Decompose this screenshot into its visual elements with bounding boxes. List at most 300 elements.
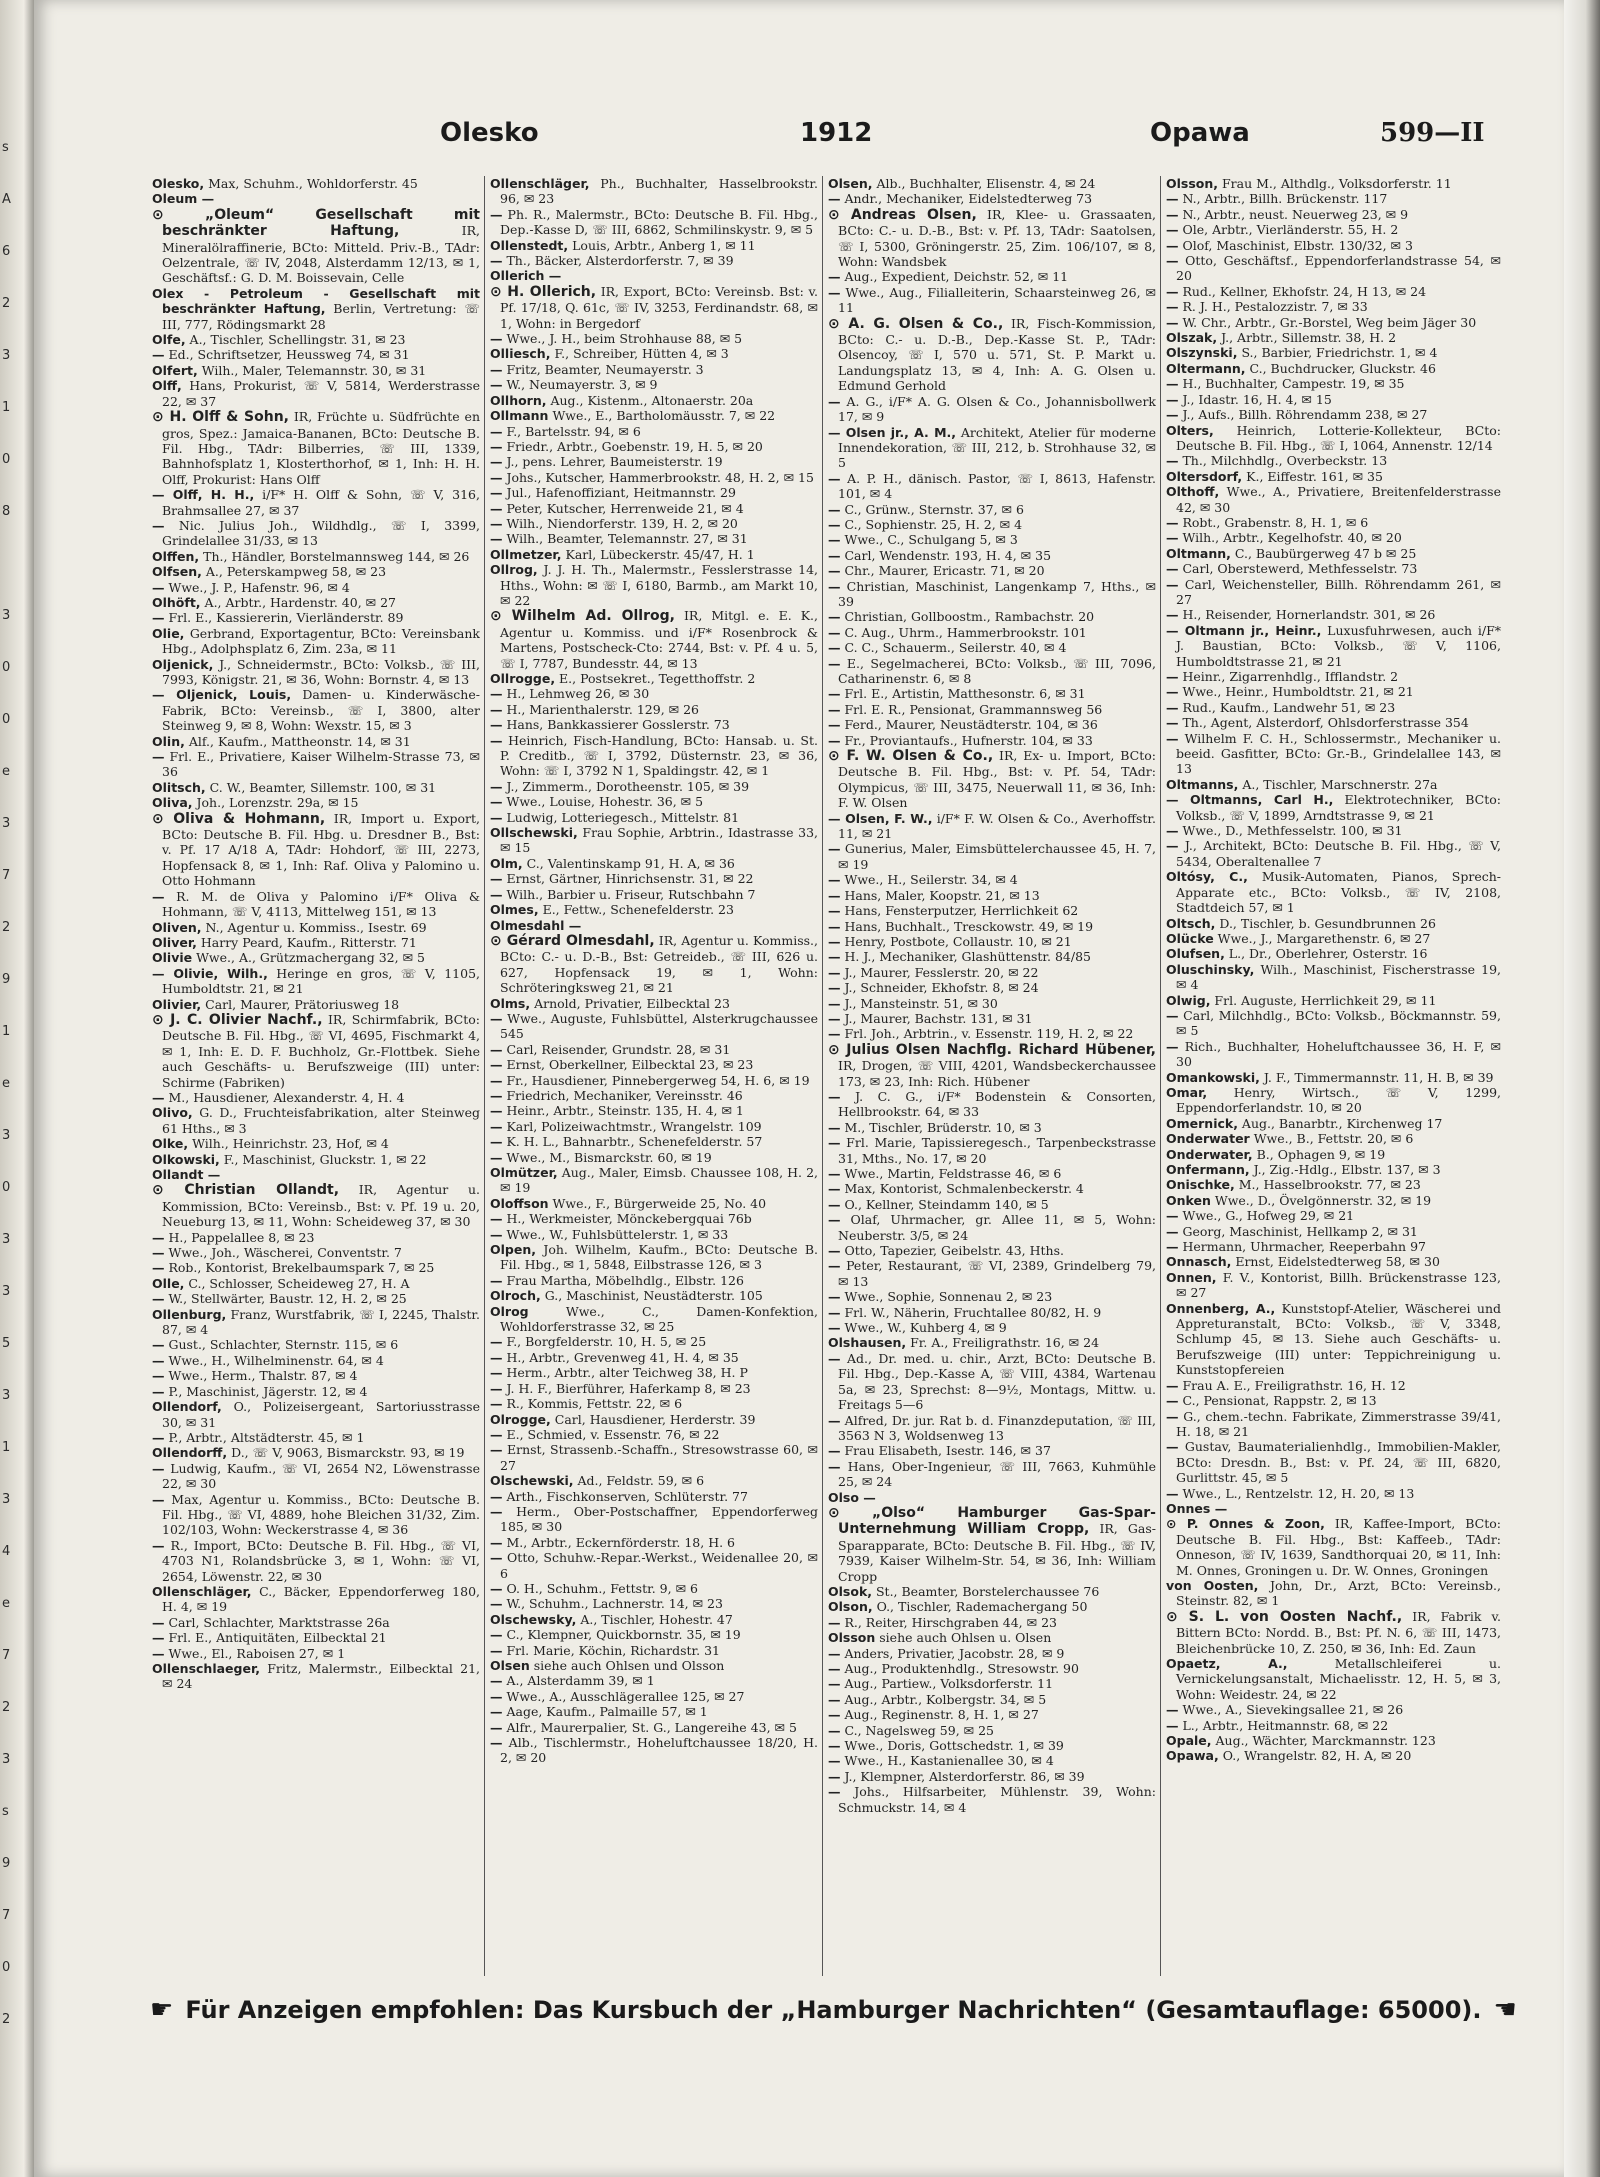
directory-entry: [828, 1584, 1156, 1599]
entry-name: —: [490, 1365, 503, 1381]
entry-details: Wwe., F., Bürgerweide 25, No. 40: [548, 1195, 767, 1211]
entry-details: IR, Früchte u. Südfrüchte en gros, Spez.: Jamaica-Bananen, BCto: Deutsche B. Fil. Hbg., TAdr: Bilberries, ☏ III, 1339, Bahnhofsplatz 1, Klosterthorhof, ✉ 1, Inh: H. H. Olff, Prokurist: Hans Olff: [162, 409, 480, 487]
entry-name: —: [490, 1134, 503, 1150]
directory-entry: [490, 1596, 818, 1611]
directory-entry: [1166, 684, 1501, 699]
directory-entry: [152, 1492, 480, 1538]
entry-name: —: [828, 1304, 841, 1320]
entry-name: —: [490, 1380, 503, 1396]
directory-entry: [828, 394, 1156, 425]
entry-name: —: [828, 841, 841, 857]
entry-name: —: [828, 933, 841, 949]
entry-name: Ollenstedt,: [490, 237, 569, 253]
entry-details: A. P. H., dänisch. Pastor, ☏ I, 8613, Hafenstr. 101, ✉ 4: [838, 470, 1156, 502]
entry-name: —: [828, 191, 841, 207]
entry-details: F., Borgfelderstr. 10, H. 5, ✉ 25: [502, 1334, 707, 1350]
entry-details: Wwe., Aug., Filialleiterin, Schaarsteinweg 26, ✉ 11: [838, 284, 1156, 316]
directory-entry: [1166, 1008, 1501, 1039]
entry-name: ⊙ P. Onnes & Zoon,: [1166, 1516, 1325, 1532]
directory-entry: [828, 1490, 1156, 1505]
entry-name: —: [490, 423, 503, 439]
directory-entry: [490, 531, 818, 546]
entry-name: Olthoff,: [1166, 484, 1220, 500]
entry-name: —: [828, 1784, 841, 1800]
directory-entry: [1166, 1409, 1501, 1440]
entry-name: —: [1166, 576, 1179, 592]
entry-details: Wwe., D., Övelgönnerstr. 32, ✉ 19: [1210, 1192, 1432, 1208]
entry-details: Peter, Kutscher, Herrenweide 21, ✉ 4: [502, 500, 744, 516]
entry-details: J., Mansteinstr. 51, ✉ 30: [840, 995, 998, 1011]
directory-entry: [152, 920, 480, 935]
directory-entry: [828, 1769, 1156, 1784]
entry-name: Olpen,: [490, 1242, 536, 1258]
entry-name: Onken: [1166, 1192, 1211, 1208]
directory-entry: [1166, 561, 1501, 576]
entry-details: R., Reiter, Hirschgraben 44, ✉ 23: [840, 1614, 1057, 1630]
directory-entry: [1166, 669, 1501, 684]
entry-details: Aug., Wächter, Marckmannstr. 123: [1211, 1733, 1436, 1749]
entry-details: Max, Kontorist, Schmalenbeckerstr. 4: [840, 1181, 1084, 1197]
advertisement-footer: [150, 1992, 1530, 2028]
entry-details: Wwe., D., Methfesselstr. 100, ✉ 31: [1178, 823, 1403, 839]
entry-name: —: [828, 532, 841, 548]
entry-details: C., Klempner, Quickbornstr. 35, ✉ 19: [502, 1627, 741, 1643]
directory-entry: [828, 996, 1156, 1011]
directory-entry: [828, 1784, 1156, 1815]
directory-entry: [152, 347, 480, 362]
entry-name: —: [828, 578, 841, 594]
directory-entry: [828, 1630, 1156, 1645]
entry-details: J., Klempner, Alsterdorferstr. 86, ✉ 39: [840, 1768, 1085, 1784]
gutter-fragment: 3: [2, 1284, 11, 1299]
entry-details: IR, Agentur u. Kommiss., BCto: C.- u. D.-B., Bst: Getreideb., ☏ III, 626 u. 627, Hopfensack 19, ✉ 1, Wohn: Schröteringksweg 21, ✉ 21: [500, 932, 818, 996]
directory-entry: [490, 1627, 818, 1642]
entry-name: — Olsen jr., A. M.,: [828, 424, 956, 440]
directory-entry: [828, 1692, 1156, 1707]
directory-entry: [490, 1103, 818, 1118]
directory-entry: [828, 191, 1156, 206]
entry-name: —: [1166, 283, 1179, 299]
directory-entry: [828, 1335, 1156, 1350]
directory-entry: [828, 656, 1156, 687]
entry-name: —: [152, 1089, 165, 1105]
directory-entry: [490, 1211, 818, 1226]
directory-entry: [490, 1535, 818, 1550]
entry-details: Wwe., J., Margarethenstr. 6, ✉ 27: [1213, 930, 1431, 946]
entry-details: Wwe., E., Bartholomäusstr. 7, ✉ 22: [548, 408, 776, 424]
directory-entry: [490, 238, 818, 253]
directory-entry: [490, 1134, 818, 1149]
gutter-fragment: s: [2, 1804, 9, 1819]
directory-entry: [828, 1258, 1156, 1289]
entry-name: Olroch,: [490, 1288, 541, 1304]
entry-name: —: [152, 1491, 165, 1507]
header-year: 1912: [800, 118, 873, 148]
entry-details: Wwe., C., Schulgang 5, ✉ 3: [840, 532, 1018, 548]
entry-details: i/F* F. W. Olsen & Co., Averhoffstr. 11, ✉ 21: [838, 810, 1156, 842]
entry-details: Musik-Automaten, Pianos, Sprech-Apparate etc., BCto: Volksb., ☏ IV, 2108, Stadtdeich 57, ✉ 1: [1176, 869, 1501, 916]
entry-details: Karl, Polizeiwachtmstr., Wrangelstr. 109: [502, 1118, 762, 1134]
directory-entry: [828, 502, 1156, 517]
directory-entry: [1166, 207, 1501, 222]
page-edge: [1564, 0, 1600, 2177]
entry-name: Olmes,: [490, 902, 539, 918]
entry-details: A., Tischler, Marschnerstr. 27a: [1238, 776, 1438, 792]
gutter-fragment: 0: [2, 1960, 11, 1975]
entry-details: D., ☏ V, 9063, Bismarckstr. 93, ✉ 19: [227, 1445, 465, 1461]
gutter-fragment: 3: [2, 1388, 11, 1403]
entry-name: —: [828, 1135, 841, 1151]
directory-entry: [152, 734, 480, 749]
directory-entry: [152, 363, 480, 378]
directory-entry: [1166, 361, 1501, 376]
directory-entry: [152, 966, 480, 997]
entry-name: —: [828, 1181, 841, 1197]
directory-entry: [828, 1011, 1156, 1026]
entry-name: Olffen,: [152, 548, 200, 564]
entry-details: S., Barbier, Friedrichstr. 1, ✉ 4: [1237, 345, 1438, 361]
directory-entry: [490, 733, 818, 779]
entry-details: W., Neumayerstr. 3, ✉ 9: [502, 377, 658, 393]
entry-details: Gustav, Baumaterialienhdlg., Immobilien-Makler, BCto: Dresdn. B., Bst: v. Pf. 24, ☏ III, 6820, Gurlittstr. 45, ✉ 5: [1176, 1439, 1501, 1486]
entry-details: H., Werkmeister, Mönckebergquai 76b: [502, 1211, 752, 1227]
entry-name: —: [490, 1211, 503, 1227]
directory-entry: [490, 377, 818, 392]
directory-entry: [490, 717, 818, 732]
entry-name: ⊙ H. Ollerich,: [490, 283, 597, 300]
directory-entry: [1166, 1193, 1501, 1208]
directory-entry: [490, 331, 818, 346]
entry-details: Frl. Marie, Tapissieregesch., Tarpenbeckstrasse 31, Mths., No. 17, ✉ 20: [838, 1135, 1156, 1166]
entry-details: Wwe., W., Kuhberg 4, ✉ 9: [840, 1320, 1007, 1336]
directory-entry: [828, 1599, 1156, 1614]
gutter-fragment: A: [2, 192, 11, 207]
gutter-fragment: 5: [2, 1336, 11, 1351]
entry-details: IR, Fisch-Kommission, BCto: C.- u. D.-B., Dep.-Kasse St. P., TAdr: Olsencoy, ☏ I, 570 u. 571, St. P. Markt u. Landungsplatz 13, ✉ 4, Inh: A. G. Olsen u. Edmund Gerhold: [838, 315, 1156, 394]
entry-details: H., Pappelallee 8, ✉ 23: [164, 1229, 315, 1245]
entry-details: Ernst, Oberkellner, Eilbecktal 23, ✉ 23: [502, 1057, 754, 1073]
entry-details: Berlin, Vertretung: ☏ III, 777, Rödingsmarkt 28: [162, 301, 480, 332]
entry-details: O. H., Schuhm., Fettstr. 9, ✉ 6: [502, 1580, 698, 1596]
entry-name: —: [152, 1368, 165, 1384]
entry-details: Rud., Kaufm., Landwehr 51, ✉ 23: [1178, 699, 1396, 715]
entry-name: —: [490, 377, 503, 393]
entry-details: Carl, Wendenstr. 193, H. 4, ✉ 35: [840, 547, 1052, 563]
entry-details: Gunerius, Maler, Eimsbüttelerchaussee 45, H. 7, ✉ 19: [838, 841, 1156, 872]
entry-details: Carl, Weichensteller, Billh. Röhrendamm 261, ✉ 27: [1176, 576, 1501, 607]
entry-details: Wilh., Barbier u. Friseur, Rutschbahn 7: [502, 886, 756, 902]
entry-details: Frl. E., Kassiererin, Vierländerstr. 89: [164, 610, 404, 626]
entry-name: Onderwater,: [1166, 1146, 1253, 1162]
entry-details: Heinrich, Lotterie-Kollekteur, BCto: Deutsche B. Fil. Hbg., ☏ I, 1064, Annenstr. 12/14: [1176, 422, 1501, 453]
entry-name: —: [828, 1645, 841, 1661]
entry-name: Olm,: [490, 855, 523, 871]
entry-name: —: [490, 1103, 503, 1119]
entry-details: C. C., Schauerm., Seilerstr. 40, ✉ 4: [840, 640, 1067, 656]
directory-entry: [1166, 1656, 1501, 1702]
entry-name: —: [490, 886, 503, 902]
entry-details: Architekt, Atelier für moderne Innendekoration, ☏ III, 212, b. Strohhause 32, ✉ 5: [838, 424, 1156, 471]
entry-name: —: [1166, 191, 1179, 207]
directory-entry: [828, 625, 1156, 640]
entry-name: —: [1166, 1702, 1179, 1718]
entry-details: Hans, Maler, Koopstr. 21, ✉ 13: [840, 887, 1040, 903]
entry-details: Fr. A., Freiligrathstr. 16, ✉ 24: [906, 1335, 1100, 1351]
footer-text: Für Anzeigen empfohlen: Das Kursbuch der „Hamburger Nachrichten“ (Gesamtauflage: 65000).: [185, 1996, 1482, 2024]
entry-name: —: [828, 995, 841, 1011]
directory-entry: [490, 1550, 818, 1581]
gutter-fragment: 8: [2, 504, 11, 519]
directory-entry: [1166, 1147, 1501, 1162]
entry-details: M., Hasselbrookstr. 77, ✉ 23: [1234, 1177, 1421, 1193]
directory-entry: [152, 1090, 480, 1105]
entry-name: Olmützer,: [490, 1165, 558, 1180]
entry-details: Hans, Buchhalt., Tresckowstr. 49, ✉ 19: [840, 918, 1094, 934]
entry-details: J., Maurer, Bachstr. 131, ✉ 31: [840, 1010, 1033, 1026]
entry-name: —: [1166, 530, 1179, 546]
directory-entry: [1166, 222, 1501, 237]
entry-details: Aug., Produktenhdlg., Stresowstr. 90: [840, 1661, 1079, 1676]
entry-details: J. F., Timmermannstr. 11, H. B, ✉ 39: [1259, 1069, 1494, 1085]
directory-entry: [490, 1042, 818, 1057]
directory-entry: [828, 1197, 1156, 1212]
entry-name: —: [828, 1119, 841, 1135]
directory-entry: [490, 1381, 818, 1396]
directory-entry: [152, 1646, 480, 1661]
entry-name: Olesko,: [152, 176, 205, 191]
directory-entry: [828, 1707, 1156, 1722]
entry-name: —: [490, 732, 503, 748]
directory-entry: [490, 1165, 818, 1196]
entry-details: Joh., Lorenzstr. 29a, ✉ 15: [192, 795, 359, 811]
gutter-fragment: 7: [2, 1648, 11, 1663]
entry-name: —: [1166, 376, 1179, 392]
directory-entry: [152, 1337, 480, 1352]
gutter-fragment: 3: [2, 348, 11, 363]
directory-entry: [828, 609, 1156, 624]
entry-name: —: [490, 1087, 503, 1103]
entry-name: —: [1166, 1377, 1179, 1393]
entry-name: ⊙ S. L. von Oosten Nachf.,: [1166, 1608, 1403, 1625]
entry-name: Oltmanns,: [1166, 776, 1239, 792]
entry-details: Arnold, Privatier, Eilbecktal 23: [530, 995, 730, 1011]
directory-entry: [490, 933, 818, 996]
entry-name: Olsen: [490, 1658, 530, 1673]
entry-details: Frl. Auguste, Herrlichkeit 29, ✉ 11: [1210, 992, 1437, 1008]
entry-name: Omankowski,: [1166, 1069, 1260, 1085]
directory-entry: [828, 841, 1156, 872]
directory-entry: [490, 1073, 818, 1088]
entry-name: —: [1166, 514, 1179, 530]
entry-details: IR, Klee- u. Grassaaten, BCto: C.- u. D.-B., Bst: v. Pf. 13, TAdr: Saatolsen, ☏ I, 5300, Gröningerstr. 25, Zim. 106/107, ✉ 8, Wohn: Wandsbek: [838, 206, 1156, 270]
directory-entry: [490, 1673, 818, 1688]
entry-name: —: [490, 1642, 503, 1658]
directory-entry: [490, 1057, 818, 1072]
entry-details: N., Agentur u. Kommiss., Isestr. 69: [201, 919, 427, 935]
directory-entry: [1166, 1748, 1501, 1763]
entry-name: —: [152, 1537, 165, 1553]
entry-details: siehe auch Ohlsen und Olsson: [529, 1658, 725, 1673]
directory-entry: [1166, 1085, 1501, 1116]
directory-entry: [152, 332, 480, 347]
directory-entry: [828, 1676, 1156, 1691]
entry-name: Olin,: [152, 733, 185, 749]
entry-name: ⊙ „Oleum“ Gesellschaft mit beschränkter Haftung,: [152, 206, 480, 240]
directory-entry: [152, 811, 480, 889]
entry-details: Joh. Wilhelm, Kaufm., BCto: Deutsche B. Fil. Hbg., ✉ 1, 5848, Eilbstrasse 126, ✉ 3: [500, 1242, 818, 1273]
entry-details: H. J., Mechaniker, Glashüttenstr. 84/85: [840, 949, 1092, 965]
directory-entry: [490, 1720, 818, 1735]
entry-details: Frl. Marie, Köchin, Richardstr. 31: [502, 1642, 720, 1658]
entry-name: Olsen,: [828, 176, 873, 191]
entry-name: —: [828, 1243, 841, 1259]
entry-name: ⊙ J. C. Olivier Nachf.,: [152, 1011, 323, 1028]
directory-entry: [828, 207, 1156, 270]
entry-name: —: [828, 393, 841, 409]
entry-name: —: [490, 515, 503, 531]
entry-details: G. D., Fruchteisfabrikation, alter Steinweg 61 Hths., ✉ 3: [162, 1105, 480, 1136]
entry-details: Anders, Privatier, Jacobstr. 28, ✉ 9: [840, 1645, 1065, 1661]
directory-entry: [490, 856, 818, 871]
directory-entry: [152, 518, 480, 549]
directory-entry: [1166, 1718, 1501, 1733]
directory-entry: [828, 316, 1156, 394]
gutter-fragment: 4: [2, 1544, 11, 1559]
entry-name: Olshausen,: [828, 1335, 907, 1351]
entry-details: H., Buchhalter, Campestr. 19, ✉ 35: [1178, 376, 1405, 392]
entry-details: A., Peterskampweg 58, ✉ 23: [201, 564, 387, 580]
gutter-fragment: 3: [2, 1232, 11, 1247]
entry-name: —: [828, 918, 841, 934]
entry-details: Alb., Buchhalter, Elisenstr. 4, ✉ 24: [872, 176, 1096, 191]
directory-entry: [490, 794, 818, 809]
entry-details: Gust., Schlachter, Sternstr. 115, ✉ 6: [164, 1337, 399, 1353]
entry-details: Wwe., Sophie, Sonnenau 2, ✉ 23: [840, 1289, 1053, 1305]
entry-name: — Oltmanns, Carl H.,: [1166, 792, 1334, 808]
directory-entry: [828, 1135, 1156, 1166]
entry-details: Frl. E., Artistin, Matthesonstr. 6, ✉ 31: [840, 686, 1086, 702]
directory-entry: [1166, 284, 1501, 299]
entry-name: —: [490, 1534, 503, 1550]
directory-entry: [1166, 315, 1501, 330]
entry-details: IR, Mineralölraffinerie, BCto: Mitteld. Priv.-B., TAdr: Oelzentrale, ☏ IV, 2048, Alsterdamm 12/13, ✉ 1, Geschäftsf.: G. D. M. Boissevain, Celle: [162, 223, 480, 286]
entry-name: —: [828, 686, 841, 702]
entry-name: —: [490, 500, 503, 516]
entry-details: Olof, Maschinist, Elbstr. 130/32, ✉ 3: [1178, 237, 1413, 253]
entry-name: —: [490, 717, 503, 733]
entry-details: J. J. H. Th., Malermstr., Fesslerstrasse 14, Hths., Wohn: ✉ ☏ I, 6180, Barmb., am Markt 10, ✉ 22: [500, 562, 818, 608]
entry-name: —: [828, 1212, 841, 1228]
entry-name: Oliva,: [152, 795, 193, 811]
entry-details: C. W., Beamter, Sillemstr. 100, ✉ 31: [205, 779, 437, 795]
gutter-fragment: 1: [2, 400, 11, 415]
entry-name: —: [828, 1196, 841, 1212]
gutter-fragment: 3: [2, 1492, 11, 1507]
entry-name: Onischke,: [1166, 1177, 1235, 1193]
entry-name: —: [828, 501, 841, 517]
directory-entry: [152, 1105, 480, 1136]
entry-details: Otto, Tapezier, Geibelstr. 43, Hths.: [840, 1243, 1064, 1259]
entry-details: F., Bartelsstr. 94, ✉ 6: [502, 423, 641, 439]
entry-details: C., Baubürgerweg 47 b ✉ 25: [1230, 545, 1417, 561]
directory-entry: [490, 702, 818, 717]
directory-entry: [490, 1350, 818, 1365]
entry-details: Aug., Maler, Eimsb. Chaussee 108, H. 2, ✉ 19: [500, 1165, 818, 1196]
entry-details: Aug., Banarbtr., Kirchenweg 17: [1237, 1115, 1443, 1131]
directory-entry: [828, 1413, 1156, 1444]
entry-name: —: [152, 1630, 165, 1646]
entry-name: Ollenschläger,: [490, 176, 590, 191]
entry-details: Th., Händler, Borstelmannsweg 144, ✉ 26: [199, 548, 470, 564]
entry-details: A., Tischler, Schellingstr. 31, ✉ 23: [185, 332, 406, 348]
directory-entry: [490, 996, 818, 1011]
entry-name: —: [1166, 823, 1179, 839]
gutter-fragment: 0: [2, 1180, 11, 1195]
directory-entry: [152, 795, 480, 810]
entry-name: —: [1166, 715, 1179, 731]
entry-name: —: [1166, 222, 1179, 238]
entry-name: Ollmann: [490, 408, 549, 424]
entry-details: Fr., Proviantaufs., Hufnerstr. 104, ✉ 33: [840, 732, 1093, 748]
directory-entry: [828, 176, 1156, 191]
directory-entry: [1166, 238, 1501, 253]
directory-entry: [828, 949, 1156, 964]
directory-entry: [828, 748, 1156, 811]
pointing-hand-icon: ☛: [150, 1995, 174, 2025]
directory-entry: [152, 997, 480, 1012]
entry-name: —: [828, 1676, 841, 1692]
directory-entry: [152, 207, 480, 286]
column-3: [828, 176, 1156, 1976]
entry-details: Rich., Buchhalter, Hoheluftchaussee 36, H. F, ✉ 30: [1176, 1038, 1501, 1070]
entry-name: —: [490, 1072, 503, 1088]
entry-name: von Oosten,: [1166, 1577, 1259, 1593]
entry-details: Frl. E., Privatiere, Kaiser Wilhelm-Strasse 73, ✉ 36: [162, 749, 480, 780]
directory-entry: [1166, 484, 1501, 515]
entry-details: C., Pensionat, Rappstr. 2, ✉ 13: [1178, 1393, 1377, 1409]
entry-name: Oltmann,: [1166, 545, 1231, 561]
entry-details: R., Import, BCto: Deutsche B. Fil. Hbg., ☏ VI, 4703 N1, Rolandsbrücke 3, ✉ 1, Wohn: ☏ VI, 2654, Löwenstr. 22, ✉ 30: [162, 1537, 480, 1584]
entry-name: —: [828, 655, 841, 671]
directory-entry: [1166, 376, 1501, 391]
directory-entry: [1166, 993, 1501, 1008]
directory-entry: [1166, 453, 1501, 468]
entry-details: Aug., Arbtr., Kolbergstr. 34, ✉ 5: [840, 1691, 1047, 1707]
directory-entry: [828, 640, 1156, 655]
entry-name: —: [152, 888, 165, 904]
entry-name: Olliesch,: [490, 346, 551, 362]
entry-details: Wwe., H., Seilerstr. 34, ✉ 4: [840, 872, 1018, 888]
directory-entry: [490, 1581, 818, 1596]
entry-details: Frau Sophie, Arbtrin., Idastrasse 33, ✉ 15: [500, 825, 818, 856]
directory-entry: [828, 811, 1156, 842]
directory-entry: [828, 1089, 1156, 1120]
directory-entry: [1166, 792, 1501, 823]
gutter-fragment: 1: [2, 1440, 11, 1455]
entry-name: —: [828, 284, 841, 300]
entry-details: R. M. de Oliva y Palomino i/F* Oliva & Hohmann, ☏ V, 4113, Mittelweg 151, ✉ 13: [162, 888, 480, 920]
entry-details: Robt., Grabenstr. 8, H. 1, ✉ 6: [1178, 514, 1369, 530]
directory-entry: [490, 887, 818, 902]
gutter-fragment: 9: [2, 1856, 11, 1871]
directory-entry: [152, 580, 480, 595]
directory-entry: [152, 191, 480, 206]
entry-details: Aage, Kaufm., Palmaille 57, ✉ 1: [502, 1704, 708, 1720]
directory-entry: [490, 268, 818, 283]
entry-name: —: [152, 1614, 165, 1630]
entry-name: —: [490, 1627, 503, 1643]
entry-name: —: [490, 361, 503, 377]
